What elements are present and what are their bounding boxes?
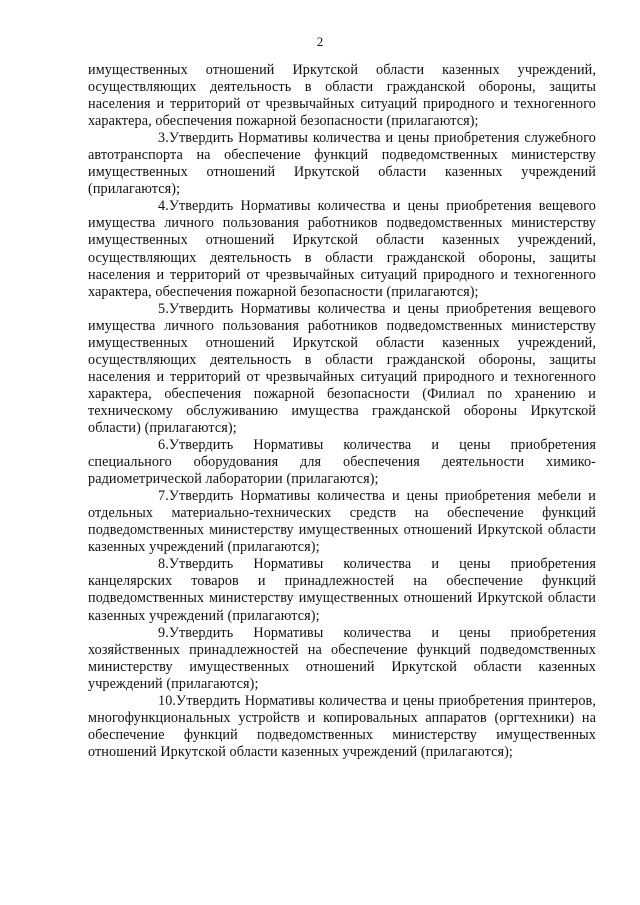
item-text: Утвердить Нормативы количества и цены приобретения вещевого имущества личного пользования работников подведомственных министерству имущественных отношений Иркутской области казенных учреждений, осуществляющих деятельность в области гражданской обороны, защиты населения и территорий от чрезвычайных ситуаций природного и техногенного характера, обеспечения пожарной безопасности (Филиал по хранению и техническому обслуживанию имущества гражданской обороны Иркутской области) (прилагаются);	[88, 300, 596, 436]
item-text: Утвердить Нормативы количества и цены приобретения вещевого имущества личного пользования работников подведомственных министерству имущественных отношений Иркутской области казенных учреждений, осуществляющих деятельность в области гражданской обороны, защиты населения и территорий от чрезвычайных ситуаций природного и техногенного характера, обеспечения пожарной безопасности (прилагаются);	[88, 198, 596, 300]
item-7	[88, 488, 596, 556]
item-number: 10.	[158, 692, 177, 709]
item-6	[88, 437, 596, 488]
item-number: 4.	[158, 198, 169, 215]
item-8	[88, 556, 596, 624]
item-text: Утвердить Нормативы количества и цены приобретения принтеров, многофункциональных устройств и копировальных аппаратов (оргтехники) на обеспечение функций подведомственных министерству имущественных отношений Иркутской области казенных учреждений (прилагаются);	[88, 692, 596, 760]
item-number: 6.	[158, 437, 169, 454]
item-4	[88, 198, 596, 300]
intro-paragraph: имущественных отношений Иркутской области казенных учреждений, осуществляющих деятельность в области гражданской обороны, защиты населения и территорий от чрезвычайных ситуаций природного и техногенного характера, обеспечения пожарной безопасности (прилагаются);	[88, 62, 596, 130]
item-10	[88, 693, 596, 761]
item-9	[88, 625, 596, 693]
item-3	[88, 130, 596, 198]
document-body	[88, 62, 596, 761]
item-text: Утвердить Нормативы количества и цены приобретения специального оборудования для обеспечения деятельности химико-радиометрической лаборатории (прилагаются);	[88, 437, 596, 488]
item-text: Утвердить Нормативы количества и цены приобретения канцелярских товаров и принадлежностей на обеспечение функций подведомственных министерству имущественных отношений Иркутской области казенных учреждений (прилагаются);	[88, 556, 596, 624]
item-5	[88, 301, 596, 437]
item-number: 8.	[158, 556, 169, 573]
item-text: Утвердить Нормативы количества и цены приобретения хозяйственных принадлежностей на обеспечение функций подведомственных министерству имущественных отношений Иркутской области казенных учреждений (прилагаются);	[88, 624, 596, 692]
item-number: 5.	[158, 300, 169, 317]
item-number: 7.	[158, 488, 169, 505]
item-text: Утвердить Нормативы количества и цены приобретения мебели и отдельных материально-технических средств на обеспечение функций подведомственных министерству имущественных отношений Иркутской области казенных учреждений (прилагаются);	[88, 488, 596, 556]
page-number: 2	[316, 34, 324, 49]
item-number: 9.	[158, 624, 169, 641]
item-number: 3.	[158, 130, 169, 147]
item-text: Утвердить Нормативы количества и цены приобретения служебного автотранспорта на обеспечение функций подведомственных министерству имущественных отношений Иркутской области казенных учреждений (прилагаются);	[88, 130, 596, 198]
